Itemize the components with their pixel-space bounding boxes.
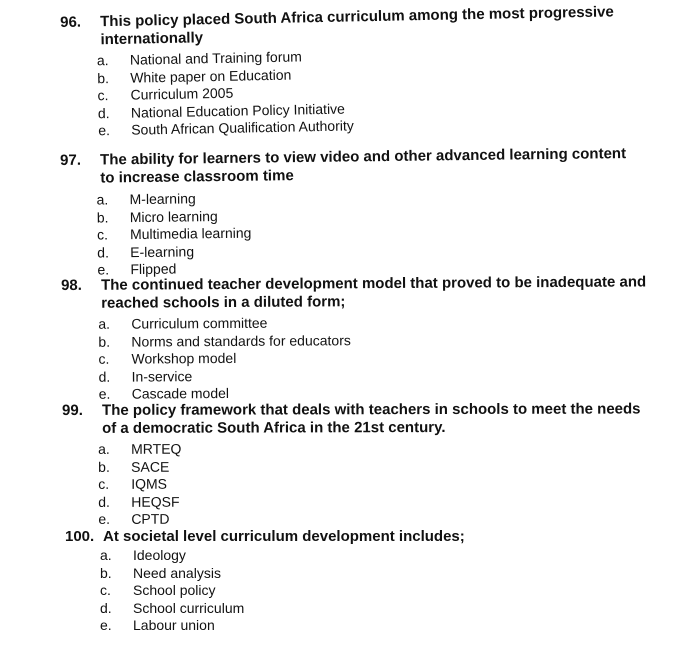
option-text: National and Training forum: [129, 48, 303, 68]
option-text: Flipped: [130, 260, 177, 278]
option-text: Workshop model: [131, 350, 237, 367]
option-text: E-learning: [130, 243, 195, 260]
question-heading: [60, 145, 640, 188]
option-letter: e.: [98, 122, 111, 139]
answer-options: [98, 312, 662, 403]
option-text: Curriculum 2005: [130, 84, 234, 103]
option-letter: a.: [98, 315, 111, 332]
option-text: Labour union: [133, 617, 215, 634]
question-text: The policy framework that deals with teachers in schools to meet the needs of a democratic South Africa in the 21st century.: [101, 400, 641, 437]
option-text: HEQSF: [131, 493, 180, 510]
answer-options: [98, 439, 642, 528]
question-98: [61, 273, 662, 404]
option-letter: b.: [96, 209, 109, 226]
question-number: 97.: [60, 151, 82, 169]
question-97: [60, 145, 642, 280]
answer-options: [97, 41, 663, 140]
question-100: [65, 528, 623, 635]
option-letter: a.: [96, 52, 109, 69]
option-text: M-learning: [129, 190, 196, 208]
option-letter: a.: [100, 547, 112, 563]
question-96: [60, 2, 662, 140]
question-text: The ability for learners to view video and other advanced learning content to increase classroom time: [99, 145, 627, 187]
option-letter: d.: [97, 104, 110, 122]
option-letter: c.: [98, 476, 110, 493]
option-text: South African Qualification Authority: [131, 117, 354, 139]
answer-option-c: [98, 475, 642, 494]
question-number: 96.: [60, 13, 82, 31]
option-letter: d.: [98, 493, 110, 510]
answer-option-d: [98, 492, 642, 511]
question-99: [62, 400, 642, 528]
option-letter: a.: [98, 440, 110, 457]
option-letter: c.: [98, 350, 110, 367]
option-letter: b.: [97, 69, 110, 86]
option-text: CPTD: [131, 511, 170, 528]
option-letter: c.: [97, 87, 109, 104]
answer-option-b: [100, 565, 623, 583]
option-text: School policy: [133, 582, 216, 599]
option-text: Curriculum committee: [131, 314, 268, 332]
option-letter: d.: [98, 368, 111, 385]
option-letter: b.: [100, 564, 112, 581]
option-letter: e.: [98, 511, 111, 528]
option-text: IQMS: [131, 475, 168, 493]
option-text: White paper on Education: [130, 66, 292, 86]
option-letter: a.: [96, 191, 109, 208]
question-text: At societal level curriculum development includes;: [103, 528, 465, 545]
option-letter: b.: [98, 458, 110, 475]
option-letter: e.: [98, 386, 111, 403]
answer-option-e: [98, 510, 642, 529]
answer-option-a: [98, 439, 642, 458]
option-text: Cascade model: [131, 385, 230, 402]
option-text: National Education Policy Initiative: [130, 100, 346, 121]
option-letter: e.: [97, 261, 110, 278]
option-letter: c.: [96, 226, 109, 243]
answer-option-a: [100, 547, 623, 565]
question-heading: [62, 400, 642, 438]
question-number: 98.: [61, 276, 82, 294]
option-text: Micro learning: [129, 207, 218, 225]
question-number: 100.: [65, 528, 95, 545]
option-text: School curriculum: [133, 599, 245, 616]
answer-option-e: [100, 617, 623, 635]
option-text: Norms and standards for educators: [131, 331, 351, 350]
option-letter: d.: [100, 599, 112, 616]
option-text: Need analysis: [133, 564, 221, 581]
question-text: The continued teacher development model that proved to be inadequate and reached schools in a diluted form;: [100, 273, 647, 312]
answer-options: [100, 547, 623, 635]
option-letter: b.: [98, 333, 111, 350]
option-text: SACE: [131, 458, 170, 475]
answer-option-d: [100, 600, 623, 618]
option-text: MRTEQ: [131, 440, 182, 457]
option-text: Ideology: [133, 547, 186, 563]
option-text: Multimedia learning: [129, 224, 252, 243]
option-letter: c.: [100, 582, 111, 599]
answer-options: [96, 185, 641, 280]
answer-option-b: [98, 457, 642, 476]
option-text: In-service: [131, 367, 193, 385]
option-letter: e.: [100, 617, 112, 634]
question-heading: [65, 528, 623, 546]
answer-option-c: [100, 582, 623, 600]
option-letter: d.: [97, 244, 110, 261]
question-heading: [61, 273, 661, 313]
question-number: 99.: [62, 401, 83, 419]
question-text: This policy placed South Africa curriculum among the most progressive internationally: [99, 3, 614, 49]
